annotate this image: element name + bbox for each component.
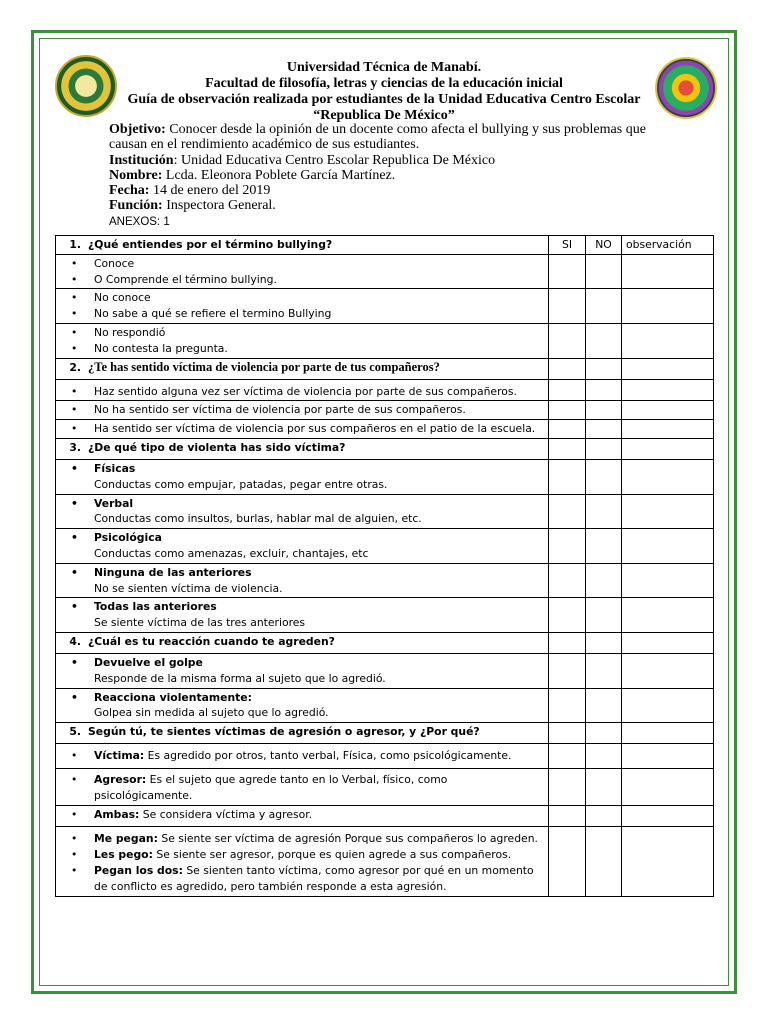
nombre-text: Lcda. Eleonora Poblete García Martínez. bbox=[162, 167, 396, 183]
si-cell[interactable] bbox=[549, 805, 586, 827]
answer-item: • No conoce bbox=[60, 290, 544, 306]
nombre-line bbox=[109, 168, 669, 183]
table-row bbox=[56, 236, 714, 255]
si-cell[interactable] bbox=[549, 529, 586, 564]
anexos-label: ANEXOS: 1 bbox=[109, 215, 170, 228]
question-text: ¿Cuál es tu reacción cuando te agreden? bbox=[88, 634, 335, 648]
answer-cell bbox=[56, 688, 549, 723]
fecha-text: 14 de enero del 2019 bbox=[149, 183, 271, 199]
observation-cell[interactable] bbox=[622, 632, 714, 653]
answer-item-title: • Psicológica bbox=[60, 530, 544, 546]
funcion-text: Inspectora General. bbox=[162, 198, 276, 214]
funcion-label: Función: bbox=[109, 198, 163, 214]
table-row bbox=[56, 494, 714, 529]
answer-item: • O Comprende el término bullying. bbox=[60, 272, 544, 288]
no-cell[interactable] bbox=[586, 358, 622, 379]
answer-item bbox=[60, 748, 544, 764]
answer-item: • Conoce bbox=[60, 256, 544, 272]
si-cell[interactable] bbox=[549, 563, 586, 598]
question-1 bbox=[56, 236, 549, 255]
answer-cell bbox=[56, 459, 549, 494]
column-si: SI bbox=[549, 236, 586, 255]
si-cell[interactable] bbox=[549, 254, 586, 289]
answer-item-desc: No se sienten víctima de violencia. bbox=[94, 581, 283, 595]
answer-cell bbox=[56, 379, 549, 401]
no-cell[interactable] bbox=[586, 744, 622, 769]
observation-cell[interactable] bbox=[622, 563, 714, 598]
table-row bbox=[56, 688, 714, 723]
fecha-line bbox=[109, 183, 669, 198]
si-cell[interactable] bbox=[549, 401, 586, 420]
table-row bbox=[56, 254, 714, 289]
institucion-label: Institución bbox=[109, 152, 174, 168]
observation-cell[interactable] bbox=[622, 379, 714, 401]
answer-item-title: Pegan los dos: bbox=[94, 863, 183, 877]
answer-item-desc: Es el sujeto que agrede tanto en lo Verbal, físico, como psicológicamente. bbox=[94, 772, 448, 802]
table-row bbox=[56, 289, 714, 324]
question-2 bbox=[56, 358, 549, 379]
answer-item bbox=[60, 807, 544, 823]
si-cell[interactable] bbox=[549, 653, 586, 688]
answer-item-title: • Físicas bbox=[60, 461, 544, 477]
answer-item-desc: Se siente ser agresor, porque es quien agrede a sus compañeros. bbox=[152, 848, 512, 862]
no-cell[interactable] bbox=[586, 323, 622, 358]
answer-item bbox=[60, 863, 544, 895]
question-3 bbox=[56, 438, 549, 459]
question-number: 5. bbox=[69, 725, 81, 739]
table-row bbox=[56, 379, 714, 401]
answer-item-title: Víctima: bbox=[94, 749, 145, 763]
question-text: ¿Qué entiendes por el término bullying? bbox=[88, 238, 333, 251]
answer-item-title: Agresor: bbox=[94, 772, 147, 786]
observation-cell[interactable] bbox=[622, 289, 714, 324]
objetivo-line bbox=[109, 122, 669, 153]
no-cell[interactable] bbox=[586, 723, 622, 744]
no-cell[interactable] bbox=[586, 563, 622, 598]
no-cell[interactable] bbox=[586, 438, 622, 459]
document-header bbox=[110, 60, 658, 124]
answer-cell bbox=[56, 744, 549, 769]
observation-cell[interactable] bbox=[622, 459, 714, 494]
table-row bbox=[56, 632, 714, 653]
table-row bbox=[56, 563, 714, 598]
observation-cell[interactable] bbox=[622, 323, 714, 358]
question-text: Según tú, te sientes víctimas de agresión o agresor, y ¿Por qué? bbox=[88, 725, 480, 739]
answer-item-title: Ambas: bbox=[94, 807, 140, 821]
table-row bbox=[56, 323, 714, 358]
answer-item-desc: Se siente víctima de las tres anteriores bbox=[94, 616, 306, 630]
si-cell[interactable] bbox=[549, 420, 586, 439]
answer-cell bbox=[56, 323, 549, 358]
table-row bbox=[56, 653, 714, 688]
question-number: 3. bbox=[69, 440, 81, 454]
answer-item-title: Les pego: bbox=[94, 848, 153, 862]
no-cell[interactable] bbox=[586, 632, 622, 653]
answer-item: • No contesta la pregunta. bbox=[60, 341, 544, 357]
no-cell[interactable] bbox=[586, 529, 622, 564]
answer-item bbox=[60, 772, 544, 804]
table-row bbox=[56, 768, 714, 805]
answer-item-desc: Responde de la misma forma al sujeto que lo agredió. bbox=[94, 671, 386, 685]
answer-item bbox=[60, 831, 544, 847]
no-cell[interactable] bbox=[586, 805, 622, 827]
table-row bbox=[56, 598, 714, 633]
observation-cell[interactable] bbox=[622, 744, 714, 769]
answer-cell bbox=[56, 653, 549, 688]
table-row bbox=[56, 401, 714, 420]
faculty-name: Facultad de filosofía, letras y ciencias de la educación inicial bbox=[205, 76, 563, 91]
no-cell[interactable] bbox=[586, 289, 622, 324]
si-cell[interactable] bbox=[549, 289, 586, 324]
guide-title: Guía de observación realizada por estudiantes de la Unidad Educativa Centro Escolar bbox=[127, 92, 641, 107]
answer-item bbox=[60, 847, 544, 863]
answer-item: • Ha sentido ser víctima de violencia por sus compañeros en el patio de la escuela. bbox=[60, 421, 544, 437]
observation-cell[interactable] bbox=[622, 653, 714, 688]
si-cell[interactable] bbox=[549, 598, 586, 633]
answer-cell bbox=[56, 598, 549, 633]
objetivo-label: Objetivo: bbox=[109, 122, 166, 137]
table-row bbox=[56, 805, 714, 827]
table-row bbox=[56, 420, 714, 439]
no-cell[interactable] bbox=[586, 254, 622, 289]
question-text: ¿De qué tipo de violenta has sido víctima? bbox=[88, 440, 346, 454]
observation-cell[interactable] bbox=[622, 688, 714, 723]
table-row bbox=[56, 438, 714, 459]
answer-item: • No sabe a qué se refiere el termino Bullying bbox=[60, 306, 544, 322]
question-4 bbox=[56, 632, 549, 653]
answer-cell bbox=[56, 401, 549, 420]
table-row bbox=[56, 358, 714, 379]
no-cell[interactable] bbox=[586, 459, 622, 494]
si-cell[interactable] bbox=[549, 723, 586, 744]
table-row bbox=[56, 723, 714, 744]
no-cell[interactable] bbox=[586, 401, 622, 420]
objetivo-text: Conocer desde la opinión de un docente como afecta el bullying y sus problemas que causan en el rendimiento académico de sus estudiantes. bbox=[109, 122, 646, 153]
observation-cell[interactable] bbox=[622, 494, 714, 529]
answer-cell bbox=[56, 289, 549, 324]
question-text: ¿Te has sentido víctima de violencia por parte de tus compañeros? bbox=[88, 359, 440, 374]
observation-table bbox=[55, 235, 714, 897]
answer-cell bbox=[56, 254, 549, 289]
answer-item-desc: Se siente ser víctima de agresión Porque sus compañeros lo agreden. bbox=[157, 832, 538, 846]
no-cell[interactable] bbox=[586, 653, 622, 688]
column-no: NO bbox=[586, 236, 622, 255]
answer-item: • No respondió bbox=[60, 325, 544, 341]
answer-item-desc: Conductas como amenazas, excluir, chantajes, etc bbox=[94, 546, 369, 560]
answer-cell bbox=[56, 494, 549, 529]
university-name: Universidad Técnica de Manabí. bbox=[286, 60, 482, 75]
observation-cell[interactable] bbox=[622, 805, 714, 827]
university-seal-logo bbox=[55, 55, 117, 117]
si-cell[interactable] bbox=[549, 358, 586, 379]
funcion-line bbox=[109, 198, 669, 213]
answer-cell bbox=[56, 768, 549, 805]
no-cell[interactable] bbox=[586, 827, 622, 896]
si-cell[interactable] bbox=[549, 632, 586, 653]
answer-item-title: Me pegan: bbox=[94, 832, 158, 846]
observation-cell[interactable] bbox=[622, 768, 714, 805]
observation-cell[interactable] bbox=[622, 438, 714, 459]
si-cell[interactable] bbox=[549, 494, 586, 529]
nombre-label: Nombre: bbox=[109, 167, 163, 183]
no-cell[interactable] bbox=[586, 420, 622, 439]
answer-item-desc: Conductas como insultos, burlas, hablar mal de alguien, etc. bbox=[94, 512, 422, 526]
table-row bbox=[56, 827, 714, 896]
question-number: 4. bbox=[69, 634, 81, 648]
answer-item-title: • Verbal bbox=[60, 496, 544, 512]
institucion-line bbox=[109, 153, 669, 168]
answer-item-desc: Se considera víctima y agresor. bbox=[139, 807, 313, 821]
si-cell[interactable] bbox=[549, 688, 586, 723]
answer-cell bbox=[56, 827, 549, 896]
no-cell[interactable] bbox=[586, 688, 622, 723]
school-seal-logo bbox=[655, 57, 717, 119]
answer-item-desc: Golpea sin medida al sujeto que lo agredió. bbox=[94, 706, 329, 720]
si-cell[interactable] bbox=[549, 323, 586, 358]
observation-cell[interactable] bbox=[622, 254, 714, 289]
answer-item-title: • Todas las anteriores bbox=[60, 599, 544, 615]
observation-cell[interactable] bbox=[622, 598, 714, 633]
no-cell[interactable] bbox=[586, 768, 622, 805]
school-name: “Republica De México” bbox=[313, 108, 455, 123]
document-info bbox=[109, 122, 669, 230]
answer-item-desc: Se sienten tanto víctima, como agresor por qué en un momento de conflicto es agredido, pero también responde a esta agresión. bbox=[94, 863, 534, 893]
answer-item-desc: Es agredido por otros, tanto verbal, Física, como psicológicamente. bbox=[144, 749, 512, 763]
observation-cell[interactable] bbox=[622, 529, 714, 564]
answer-item-title: • Devuelve el golpe bbox=[60, 655, 544, 671]
answer-item-title: • Ninguna de las anteriores bbox=[60, 565, 544, 581]
answer-item: • Haz sentido alguna vez ser víctima de violencia por parte de sus compañeros. bbox=[60, 384, 544, 400]
question-number: 1. bbox=[69, 238, 81, 251]
question-5 bbox=[56, 723, 549, 744]
observation-cell[interactable] bbox=[622, 827, 714, 896]
answer-cell bbox=[56, 420, 549, 439]
answer-cell bbox=[56, 563, 549, 598]
answer-item-title: • Reacciona violentamente: bbox=[60, 690, 544, 706]
si-cell[interactable] bbox=[549, 379, 586, 401]
question-number: 2. bbox=[69, 360, 81, 374]
observation-cell[interactable] bbox=[622, 358, 714, 379]
no-cell[interactable] bbox=[586, 379, 622, 401]
institucion-text: : Unidad Educativa Centro Escolar Republica De México bbox=[173, 152, 496, 168]
table-row bbox=[56, 459, 714, 494]
answer-cell bbox=[56, 805, 549, 827]
answer-item-desc: Conductas como empujar, patadas, pegar entre otras. bbox=[94, 477, 388, 491]
observation-cell[interactable] bbox=[622, 401, 714, 420]
fecha-label: Fecha: bbox=[109, 183, 150, 199]
table-row bbox=[56, 744, 714, 769]
answer-cell bbox=[56, 529, 549, 564]
si-cell[interactable] bbox=[549, 768, 586, 805]
si-cell[interactable] bbox=[549, 438, 586, 459]
si-cell[interactable] bbox=[549, 744, 586, 769]
table-row bbox=[56, 529, 714, 564]
no-cell[interactable] bbox=[586, 494, 622, 529]
no-cell[interactable] bbox=[586, 598, 622, 633]
observation-cell[interactable] bbox=[622, 420, 714, 439]
si-cell[interactable] bbox=[549, 827, 586, 896]
observation-cell[interactable] bbox=[622, 723, 714, 744]
column-observacion: observación bbox=[622, 236, 714, 255]
si-cell[interactable] bbox=[549, 459, 586, 494]
answer-item: • No ha sentido ser víctima de violencia por parte de sus compañeros. bbox=[60, 402, 544, 418]
